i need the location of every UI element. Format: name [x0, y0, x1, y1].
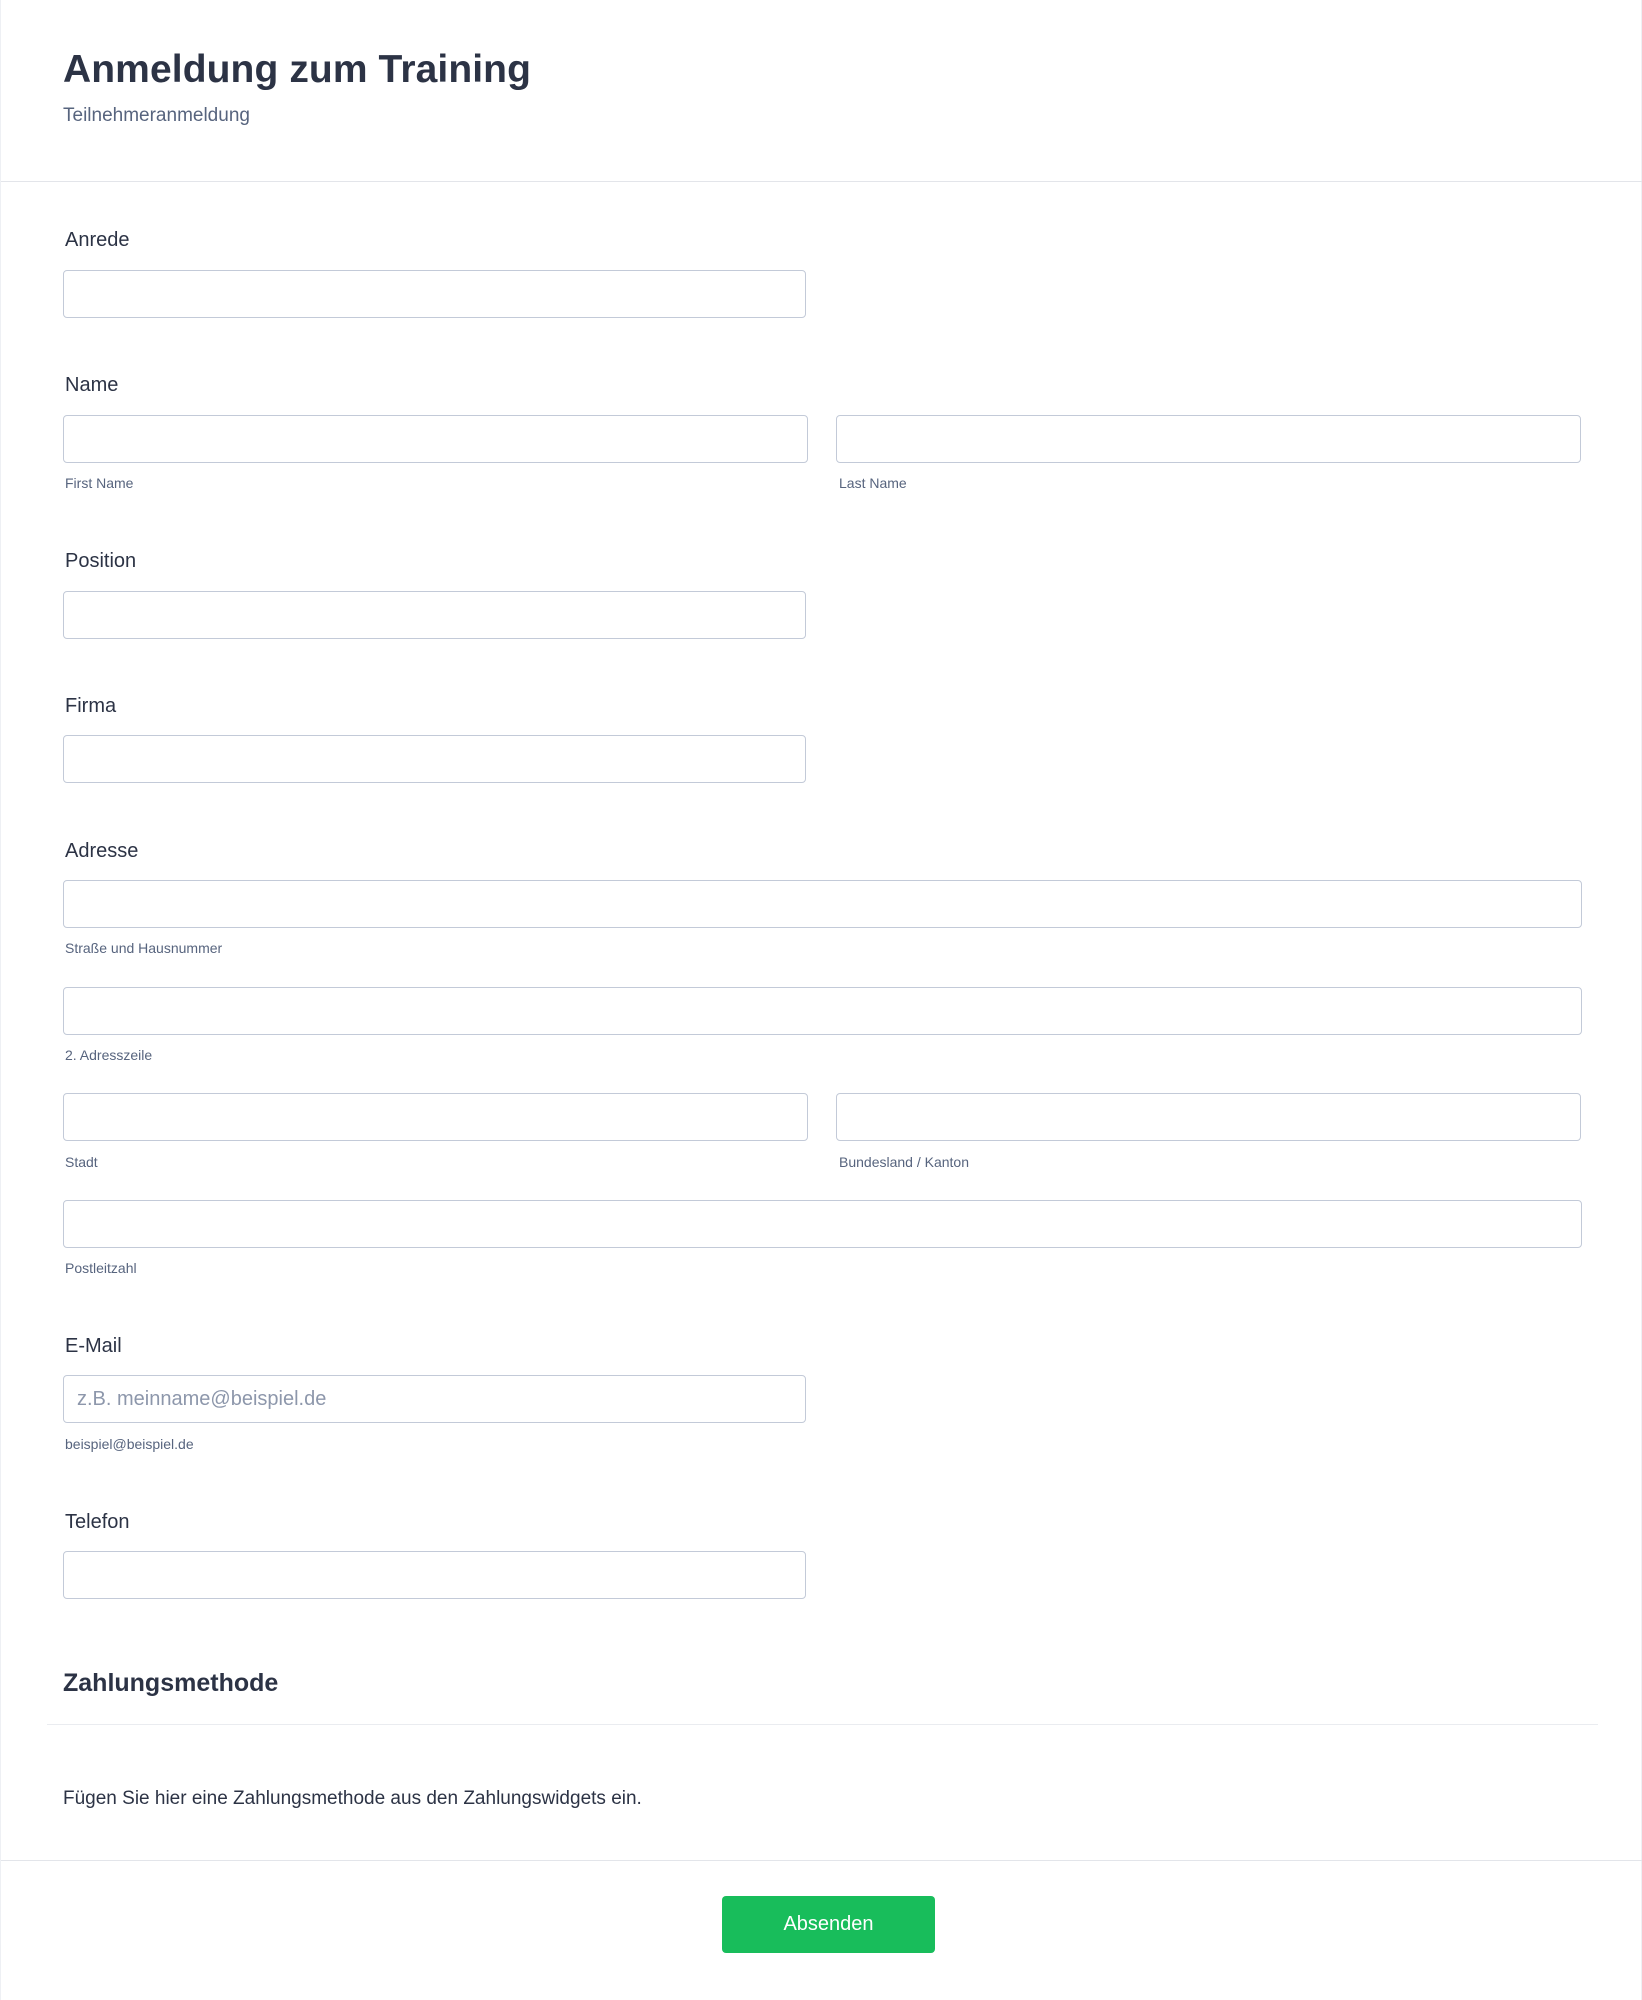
state-input[interactable]	[836, 1093, 1581, 1141]
adresse-label: Adresse	[65, 840, 139, 862]
address-line2-input[interactable]	[63, 987, 1582, 1035]
footer-divider	[1, 1860, 1642, 1861]
city-sublabel: Stadt	[65, 1154, 98, 1170]
anrede-label: Anrede	[65, 229, 130, 251]
street-input[interactable]	[63, 880, 1582, 928]
submit-button[interactable]: Absenden	[722, 1896, 935, 1953]
firma-input[interactable]	[63, 735, 806, 783]
telefon-label: Telefon	[65, 1511, 130, 1533]
email-label: E-Mail	[65, 1335, 122, 1357]
position-label: Position	[65, 550, 137, 572]
last-name-input[interactable]	[836, 415, 1581, 463]
telefon-input[interactable]	[63, 1551, 806, 1599]
email-sublabel: beispiel@beispiel.de	[65, 1436, 194, 1452]
position-input[interactable]	[63, 591, 806, 639]
state-sublabel: Bundesland / Kanton	[839, 1154, 969, 1170]
section-divider	[47, 1724, 1598, 1725]
anrede-input[interactable]	[63, 270, 806, 318]
payment-placeholder-text: Fügen Sie hier eine Zahlungsmethode aus den Zahlungswidgets ein.	[63, 1788, 642, 1809]
name-label: Name	[65, 374, 119, 396]
street-sublabel: Straße und Hausnummer	[65, 940, 223, 956]
city-input[interactable]	[63, 1093, 808, 1141]
address-line2-sublabel: 2. Adresszeile	[65, 1047, 153, 1063]
form-header	[1, 0, 1642, 182]
form-title: Anmeldung zum Training	[63, 48, 532, 91]
firma-label: Firma	[65, 695, 117, 717]
zip-input[interactable]	[63, 1200, 1582, 1248]
first-name-input[interactable]	[63, 415, 808, 463]
last-name-sublabel: Last Name	[839, 475, 907, 491]
email-input[interactable]	[63, 1375, 806, 1423]
zip-sublabel: Postleitzahl	[65, 1260, 137, 1276]
first-name-sublabel: First Name	[65, 475, 134, 491]
form-subtitle: Teilnehmeranmeldung	[63, 105, 250, 126]
payment-section-title: Zahlungsmethode	[63, 1669, 279, 1697]
